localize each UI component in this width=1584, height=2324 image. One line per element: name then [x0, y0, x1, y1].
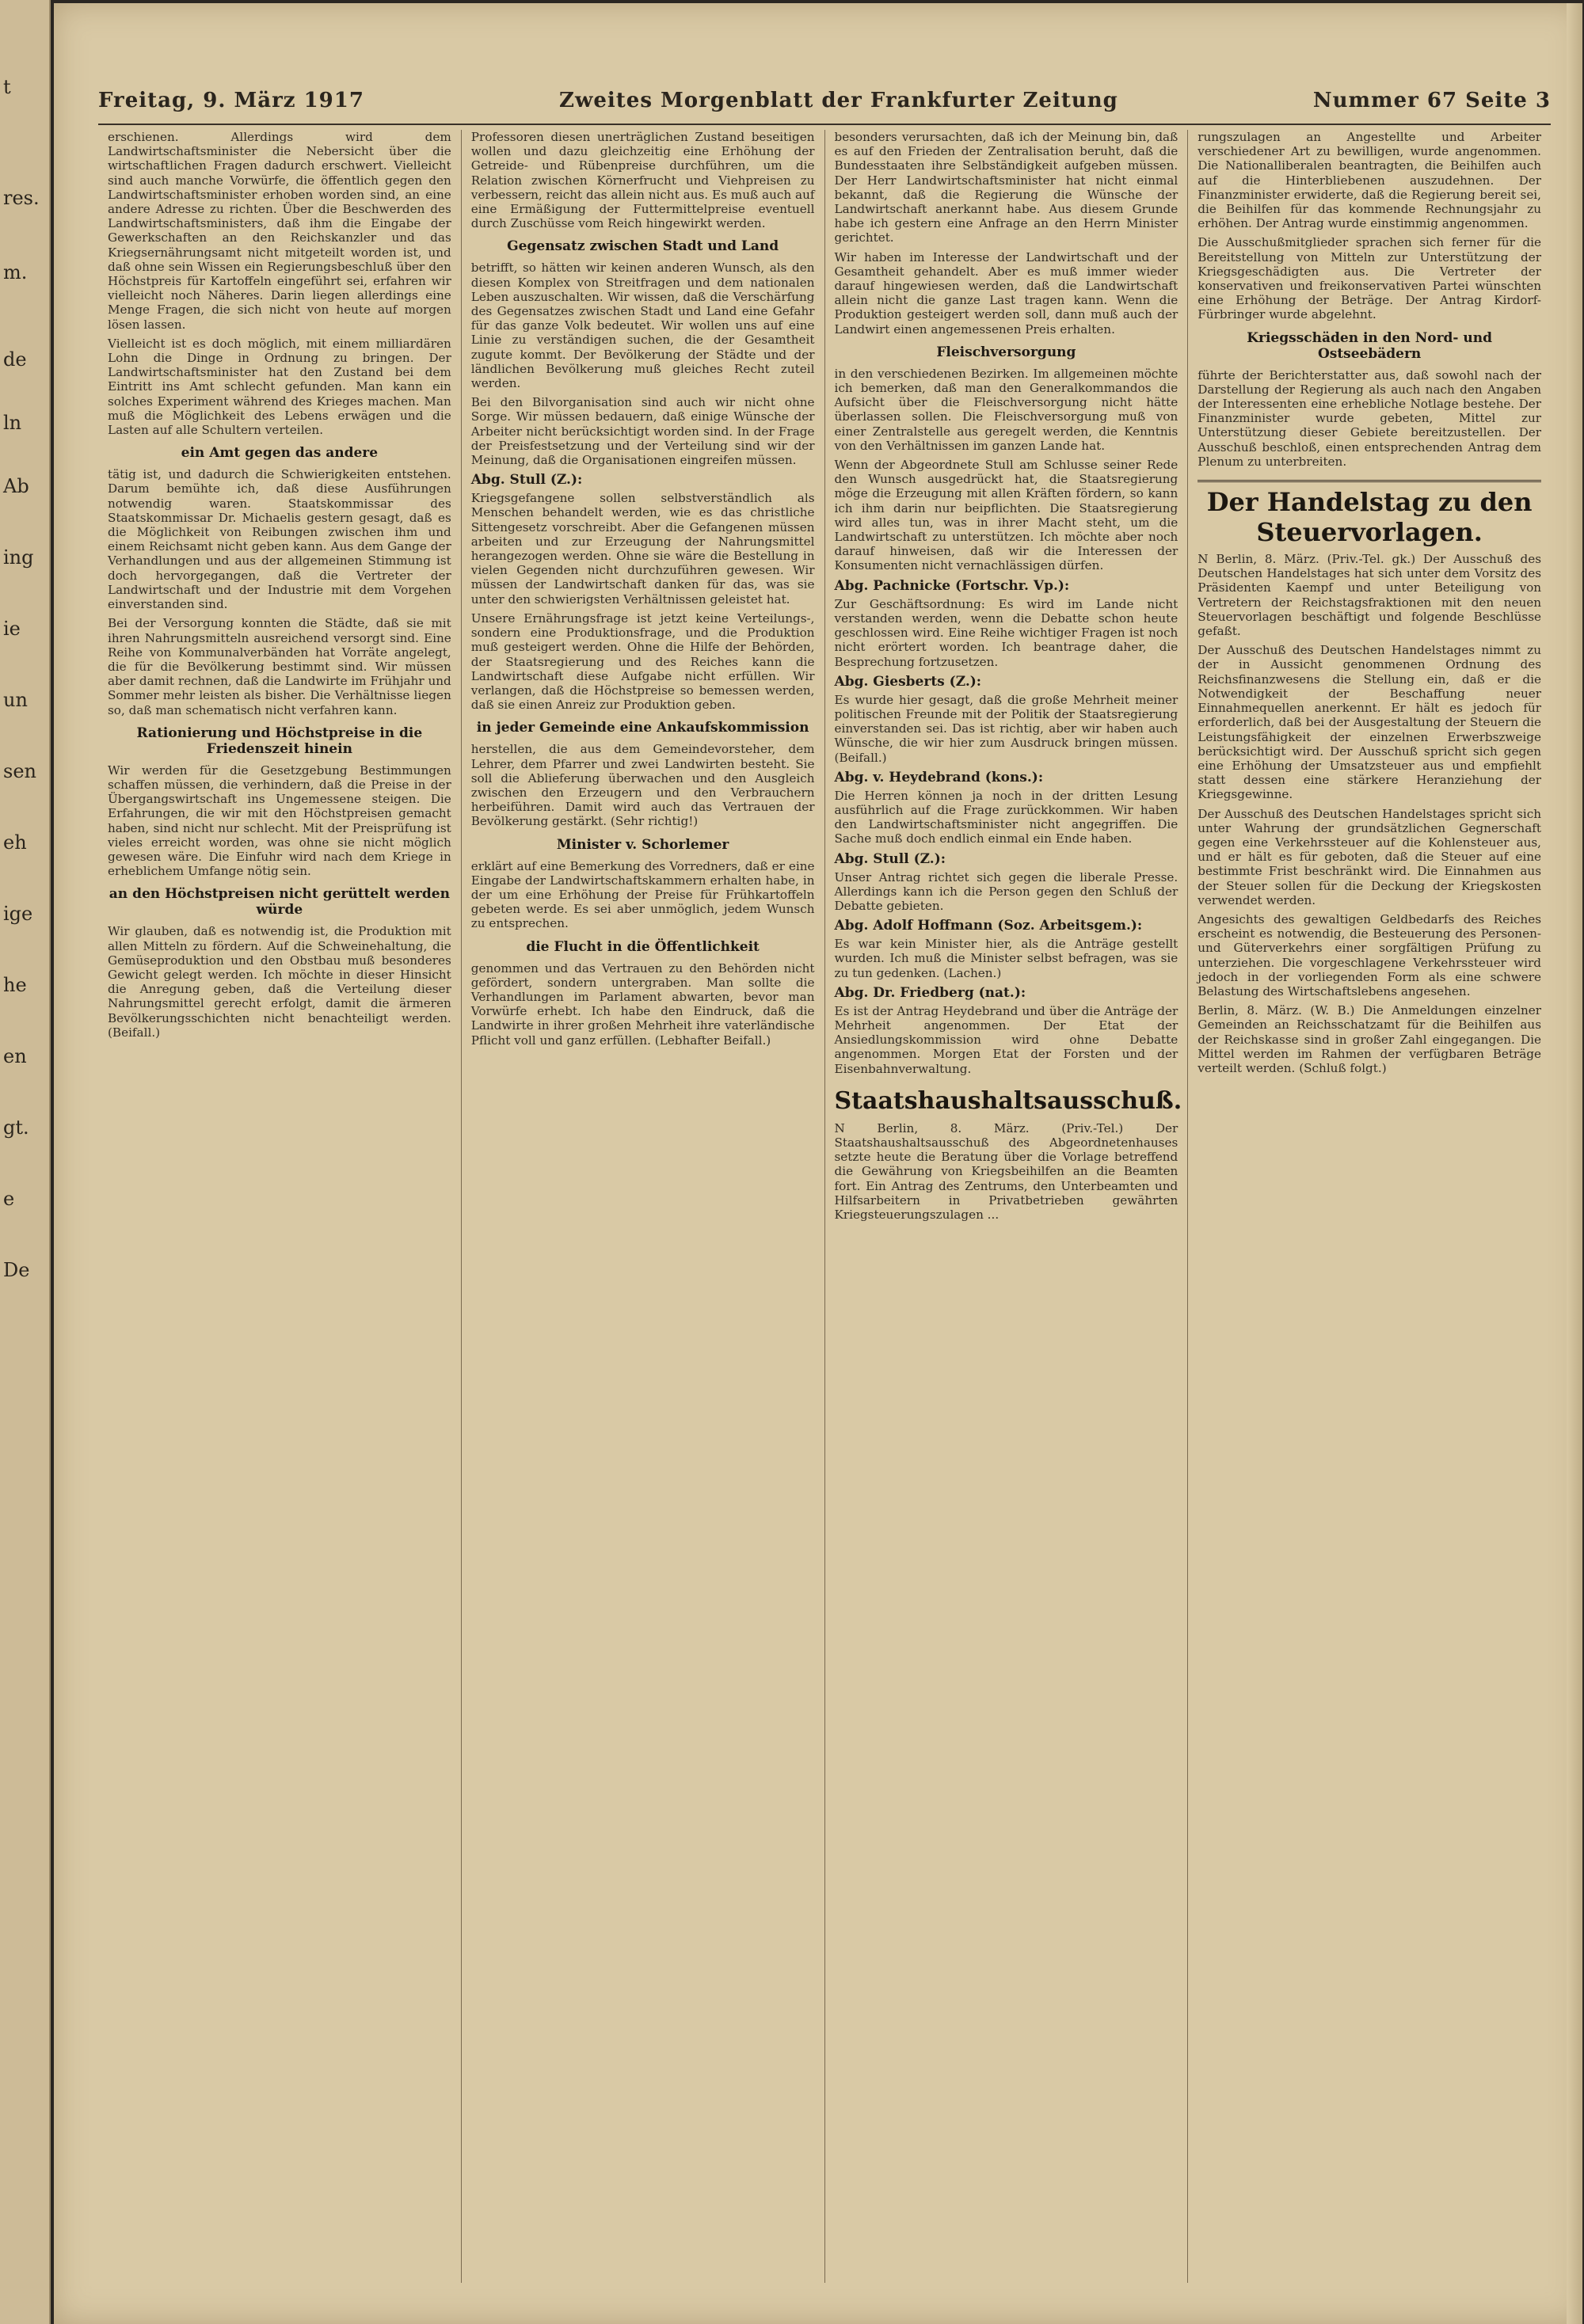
speaker-label: Abg. Stull (Z.): [834, 850, 946, 867]
page-header [98, 89, 1551, 125]
paragraph: Vielleicht ist es doch möglich, mit einem milliardären Lohn die Dinge in Ordnung zu bringen. Der Landwirtschaftsminister hat den Zustand bei dem Eintritt ins Amt schlecht gefunden. Man kann ein solches Experiment während des Krieges machen. Man muß die Möglichkeit des Lebens erwägen und die Lasten auf alle Schultern verteilen. [108, 336, 451, 438]
column-4 [1188, 130, 1551, 2283]
speaker-label: Abg. Dr. Friedberg (nat.): [834, 984, 1026, 1001]
edge-fragment: ie [3, 618, 21, 640]
edge-fragment: gt. [3, 1116, 29, 1139]
column-3 [825, 130, 1189, 2283]
section-title: Staatshaushaltsausschuß. [834, 1086, 1182, 1115]
edge-fragment: un [3, 689, 28, 711]
edge-fragment: De [3, 1259, 30, 1281]
subheading: Kriegsschäden in den Nord- und Ostseebädern [1247, 329, 1492, 362]
speaker-label: Abg. Stull (Z.): [470, 472, 583, 489]
edge-fragment: Ab [3, 475, 29, 497]
paragraph: Bei den Bilvorganisation sind auch wir nicht ohne Sorge. Wir müssen bedauern, daß einige Wünsche der Arbeiter nicht berücksichtigt worden sind. In der Frage der Preisfestsetzung und der Verteilung sind wir der Meinung, daß die Organisationen eingreifen müssen. [470, 395, 815, 468]
edge-fragment: t [3, 76, 11, 98]
edge-fragment: e [3, 1188, 15, 1210]
paragraph: Unsere Ernährungsfrage ist jetzt keine Verteilungs-, sondern eine Produktionsfrage, und die Produktion muß gesteigert werden. Ohne die Hilfe der Behörden, der Staatsregierung und des Reiches kann die Landwirtschaft diese Aufgabe nicht erfüllen. Wir verlangen, daß die Höchstpreise so bemessen werden, daß sie einen Anreiz zur Produktion geben. [470, 610, 815, 713]
speaker-label: Abg. v. Heydebrand (kons.): [834, 769, 1044, 785]
paragraph: führte der Berichterstatter aus, daß sowohl nach der Darstellung der Regierung als auch nach den Angaben der Interessenten eine erhebliche Notlage bestehe. Der Finanzminister wurde gebeten, Mittel zur Unterstützung dieser Gebiete bereitzustellen. Der Ausschuß beschloß, einen entsprechenden Antrag dem Plenum zu unterbreiten. [1198, 367, 1541, 469]
paragraph: N Berlin, 8. März. (Priv.-Tel. gk.) Der Ausschuß des Deutschen Handelstages hat sich unter dem Vorsitz des Präsidenten Kaempf und unter Beteiligung von Vertretern der Reichstagsfraktionen mit den neuen Steuervorlagen beschäftigt und folgende Beschlüsse gefaßt. [1198, 552, 1541, 639]
paragraph: betrifft, so hätten wir keinen anderen Wunsch, als den diesen Komplex von Streitfragen und dem nationalen Leben auszuschalten. Wir wissen, daß die Verschärfung des Gegensatzes zwischen Stadt und Land eine Gefahr für das ganze Volk bedeutet. Wir wollen uns auf eine Linie zu verständigen suchen, die der Gesamtheit zugute kommt. Der Bevölkerung der Städte und der ländlichen Bevölkerung muß gleiches Recht zuteil werden. [470, 261, 815, 391]
paragraph: Die Ausschußmitglieder sprachen sich ferner für die Bereitstellung von Mitteln zur Unterstützung der Kriegsgeschädigten aus. Die Vertreter der konservativen und freikonservativen Partei wünschten eine Erhöhung der Beträge. Der Antrag Kirdorf-Fürbringer wurde abgelehnt. [1198, 235, 1541, 322]
paragraph: Wenn der Abgeordnete Stull am Schlusse seiner Rede den Wunsch ausgedrückt hat, die Staatsregierung möge die Erzeugung mit allen Kräften fördern, so kann ich ihm darin nur beipflichten. Die Staatsregierung wird alles tun, was in ihrer Macht steht, um die Landwirtschaft zu unterstützen. Ich möchte aber noch darauf hinweisen, daß wir die Interessen der Konsumenten nicht vernachlässigen dürfen. [834, 458, 1178, 573]
edge-fragment: de [3, 348, 27, 371]
paragraph: Es war kein Minister hier, als die Anträge gestellt wurden. Ich muß die Minister selbst befragen, was sie zu tun gedenken. (Lachen.) [834, 937, 1178, 980]
edge-fragment: ige [3, 903, 33, 925]
paragraph: Professoren diesen unerträglichen Zustand beseitigen wollen und dazu gleichzeitig eine Erhöhung der Getreide- und Rübenpreise durchführen, um die Relation zwischen Körnerfrucht und Viehpreisen zu verbessern, reicht das allein nicht aus. Es muß auch auf eine Ermäßigung der Futtermittelpreise eventuell durch Zuschüsse vom Reich hingewirkt werden. [470, 130, 815, 231]
paragraph: Es ist der Antrag Heydebrand und über die Anträge der Mehrheit angenommen. Der Etat der Ansiedlungskommission wird ohne Debatte angenommen. Morgen Etat der Forsten und der Eisenbahnverwaltung. [834, 1003, 1178, 1076]
speaker-label: Abg. Adolf Hoffmann (Soz. Arbeitsgem.): [834, 918, 1143, 934]
newspaper-page [54, 3, 1582, 2324]
edge-fragment: res. [3, 187, 40, 209]
speaker-label: Abg. Pachnicke (Fortschr. Vp.): [834, 577, 1070, 594]
paragraph: Zur Geschäftsordnung: Es wird im Lande nicht verstanden werden, wenn die Debatte schon heute geschlossen wird. Eine Reihe wichtiger Fragen ist noch nicht erörtert worden. Ich beantrage daher, die Besprechung fortzusetzen. [834, 596, 1178, 669]
edge-fragment: ln [3, 412, 22, 434]
paragraph: Unser Antrag richtet sich gegen die liberale Presse. Allerdings kann ich die Person gegen den Schluß der Debatte gebieten. [834, 869, 1178, 913]
subheading: die Flucht in die Öffentlichkeit [526, 938, 760, 955]
subheading: Gegensatz zwischen Stadt und Land [507, 238, 779, 255]
edge-fragment: eh [3, 831, 27, 854]
subheading: Rationierung und Höchstpreise in die Friedenszeit hinein [136, 725, 423, 757]
edge-fragment: m. [3, 261, 28, 283]
paragraph: Es wurde hier gesagt, daß die große Mehrheit meiner politischen Freunde mit der Politik der Staatsregierung einverstanden sei. Das ist richtig, aber wir haben auch Wünsche, die wir hier zum Ausdruck bringen müssen. (Beifall.) [834, 692, 1178, 765]
paragraph: erschienen. Allerdings wird dem Landwirtschaftsminister die Nebersicht über die wirtschaftlichen Fragen dadurch erschwert. Vielleicht sind auch manche Vorwürfe, die öffentlich gegen den Landwirtschaftsminister erhoben worden sind, an eine andere Adresse zu richten. Über die Beschwerden des Landwirtschaftsministers, daß ihm die Eingabe der Gewerkschaften an den Reichskanzler und das Kriegsernährungsamt nicht mitgeteilt worden ist, und daß ohne sein Wissen ein Regierungsbeschluß über den Höchstpreis für Kartoffeln eingeführt sei, erfahren wir vielleicht noch Näheres. Darin liegen allerdings eine Menge Fragen, die sich nicht von heute auf morgen lösen lassen. [108, 130, 451, 332]
header-date: Freitag, 9. März 1917 [98, 89, 364, 112]
paragraph: Der Ausschuß des Deutschen Handelstages nimmt zu der in Aussicht genommenen Ordnung des Reichsfinanzwesens die Stellung ein, daß er die Notwendigkeit der Beschaffung neuer Einnahmequellen anerkennt. Er hält es jedoch für erforderlich, daß bei der Ausgestaltung der Steuern die Leistungsfähigkeit der einzelnen Erwerbszweige berücksichtigt wird. Der Ausschuß spricht sich gegen eine Erhöhung der Umsatzsteuer aus und empfiehlt statt dessen eine stärkere Heranziehung der Kriegsgewinne. [1198, 643, 1541, 802]
subheading: Fleischversorgung [936, 344, 1076, 360]
adjacent-page-edge [0, 0, 51, 2324]
header-issue: Nummer 67 Seite 3 [1312, 89, 1551, 112]
header-title: Zweites Morgenblatt der Frankfurter Zeitung [558, 89, 1118, 112]
paragraph: Kriegsgefangene sollen selbstverständlich als Menschen behandelt werden, wie es das christliche Sittengesetz vorschreibt. Aber die Gefangenen müssen arbeiten und zur Erzeugung der Nahrungsmittel herangezogen werden. Ohne sie wäre die Bestellung in vielen Gegenden nicht durchzuführen gewesen. Wir müssen der Landwirtschaft danken für das, was sie unter den schwierigsten Verhältnissen geleistet hat. [470, 491, 815, 607]
speaker-label: Minister v. Schorlemer [556, 836, 729, 853]
paragraph: besonders verursachten, daß ich der Meinung bin, daß es auf den Frieden der Zentralisation beruht, daß die Bundesstaaten ihre Selbständigkeit aufgeben müssen. Der Herr Landwirtschaftsminister hat nicht einmal bekannt, daß die Regierung die Wünsche der Landwirtschaft anerkannt habe. Aus diesem Grunde habe ich gestern eine Anfrage an den Herrn Minister gerichtet. [834, 130, 1178, 245]
paragraph: herstellen, die aus dem Gemeindevorsteher, dem Lehrer, dem Pfarrer und zwei Landwirten besteht. Sie soll die Ablieferung überwachen und den Ausgleich zwischen den Erzeugern und den Verbrauchern herbeiführen. Damit wird auch das Vertrauen der Bevölkerung gestärkt. (Sehr richtig!) [470, 742, 815, 829]
paragraph: genommen und das Vertrauen zu den Behörden nicht gefördert, sondern untergraben. Man sollte die Verhandlungen im Parlament abwarten, bevor man Vorwürfe erhebt. Ich habe den Eindruck, daß die Landwirte in ihrer großen Mehrheit ihre vaterländische Pflicht voll und ganz erfüllen. (Lebhafter Beifall.) [470, 960, 815, 1048]
subheading: in jeder Gemeinde eine Ankaufskommission [476, 720, 809, 736]
paragraph: rungszulagen an Angestellte und Arbeiter verschiedener Art zu bewilligen, wurde angenommen. Die Nationalliberalen beantragten, die Beihilfen auch auf die Hinterbliebenen auszudehnen. Der Finanzminister erwiderte, daß die Regierung bereit sei, die Beihilfen für das kommende Rechnungsjahr zu erhöhen. Der Antrag wurde einstimmig angenommen. [1198, 130, 1541, 231]
paragraph: Bei der Versorgung konnten die Städte, daß sie mit ihren Nahrungsmitteln ausreichend versorgt sind. Eine Reihe von Kommunalverbänden hat Vorräte angelegt, die für die Bevölkerung bestimmt sind. Wir müssen aber damit rechnen, daß die Landwirte im Frühjahr und Sommer mehr leisten als bisher. Die Verhältnisse liegen so, daß man schematisch nicht verfahren kann. [108, 616, 451, 717]
paragraph: Wir glauben, daß es notwendig ist, die Produktion mit allen Mitteln zu fördern. Auf die Schweinehaltung, die Gemüseproduktion und den Obstbau muß besonderes Gewicht gelegt werden. Ich möchte in dieser Hinsicht die Anregung geben, daß die Verteilung dieser Nahrungsmittel gerecht erfolgt, damit die ärmeren Bevölkerungsschichten nicht benachteiligt werden. (Beifall.) [108, 924, 451, 1040]
column-2 [462, 130, 825, 2283]
section-title: Der Handelstag zu den Steuervorlagen. [1198, 480, 1541, 547]
page-edge-shadow [1567, 3, 1582, 2324]
paragraph: Wir werden für die Gesetzgebung Bestimmungen schaffen müssen, die verhindern, daß die Preise in der Übergangswirtschaft ins Ungemessene steigen. Die Erfahrungen, die wir mit den Höchstpreisen gemacht haben, sind nicht nur schlecht. Mit der Preisprüfung ist vieles erreicht worden, was ohne sie nicht möglich gewesen wäre. Die Einfuhr wird nach dem Kriege in erheblichem Umfange nötig sein. [108, 763, 451, 879]
paragraph: tätig ist, und dadurch die Schwierigkeiten entstehen. Darum bemühte ich, daß diese Ausführungen notwendig waren. Staatskommissar des Staatskommissar Dr. Michaelis gestern gesagt, daß es die Möglichkeit von Reibungen zwischen ihm und einem Reichsamt nicht geben kann. Aus dem Gange der Verhandlungen und aus der allgemeinen Stimmung ist doch hervorgegangen, daß die Vertreter der Landwirtschaft und der Industrie mit dem Vorgehen einverstanden sind. [108, 467, 451, 612]
edge-fragment: en [3, 1045, 27, 1067]
edge-fragment: ing [3, 546, 34, 569]
edge-fragment: he [3, 974, 27, 996]
text-columns [98, 130, 1551, 2283]
paragraph: Angesichts des gewaltigen Geldbedarfs des Reiches erscheint es notwendig, die Besteuerung des Personen- und Güterverkehrs einer sorgfältigen Prüfung zu unterziehen. Die vorgeschlagene Verkehrssteuer wird jedoch in der vorliegenden Form als eine schwere Belastung des Wirtschaftslebens angesehen. [1198, 911, 1541, 998]
paragraph: Die Herren können ja noch in der dritten Lesung ausführlich auf die Frage zurückkommen. Wir haben den Landwirtschaftsminister nicht angegriffen. Die Sache muß doch endlich einmal ein Ende haben. [834, 788, 1178, 846]
paragraph: Wir haben im Interesse der Landwirtschaft und der Gesamtheit gehandelt. Aber es muß immer wieder darauf hingewiesen werden, daß die Landwirtschaft allein nicht die ganze Last tragen kann. Wenn die Produktion gesteigert werden soll, dann muß auch der Landwirt einen angemessenen Preis erhalten. [834, 249, 1178, 337]
paragraph: in den verschiedenen Bezirken. Im allgemeinen möchte ich bemerken, daß man den Generalkommandos die Aufsicht über die Fleischversorgung nicht hätte überlassen sollen. Die Fleischversorgung muß von einer Zentralstelle aus geregelt werden, die Kenntnis von den Verhältnissen im ganzen Lande hat. [834, 366, 1178, 453]
column-1 [98, 130, 462, 2283]
subheading: an den Höchstpreisen nicht gerüttelt werden würde [109, 886, 450, 919]
speaker-label: Abg. Giesberts (Z.): [834, 673, 982, 690]
paragraph: N Berlin, 8. März. (Priv.-Tel.) Der Staatshaushaltsausschuß des Abgeordnetenhauses setzte heute die Beratung über die Vorlage betreffend die Gewährung von Kriegsbeihilfen an die Beamten fort. Ein Antrag des Zentrums, den Unterbeamten und Hilfsarbeitern in Privatbetrieben gewährten Kriegsteuerungszulagen ... [834, 1120, 1178, 1222]
paragraph: erklärt auf eine Bemerkung des Vorredners, daß er eine Eingabe der Landwirtschaftskammern erhalten habe, in der um eine Erhöhung der Preise für Frühkartoffeln gebeten werde. Es sei aber unmöglich, jedem Wunsch zu entsprechen. [470, 858, 815, 931]
paragraph: Berlin, 8. März. (W. B.) Die Anmeldungen einzelner Gemeinden an Reichsschatzamt für die Beihilfen aus der Reichskasse sind in großer Zahl eingegangen. Die Mittel werden im Rahmen der verfügbaren Beträge verteilt werden. (Schluß folgt.) [1198, 1003, 1541, 1075]
paragraph: Der Ausschuß des Deutschen Handelstages spricht sich unter Wahrung der grundsätzlichen Gegnerschaft gegen eine Verkehrssteuer auf die Kohlensteuer aus, und er hält es für geboten, daß die Steuer auf eine bestimmte Frist beschränkt wird. Die Einnahmen aus der Steuer sollen für die Deckung der Kriegskosten verwendet werden. [1198, 806, 1541, 907]
subheading: ein Amt gegen das andere [181, 445, 379, 462]
edge-fragment: sen [3, 760, 36, 782]
